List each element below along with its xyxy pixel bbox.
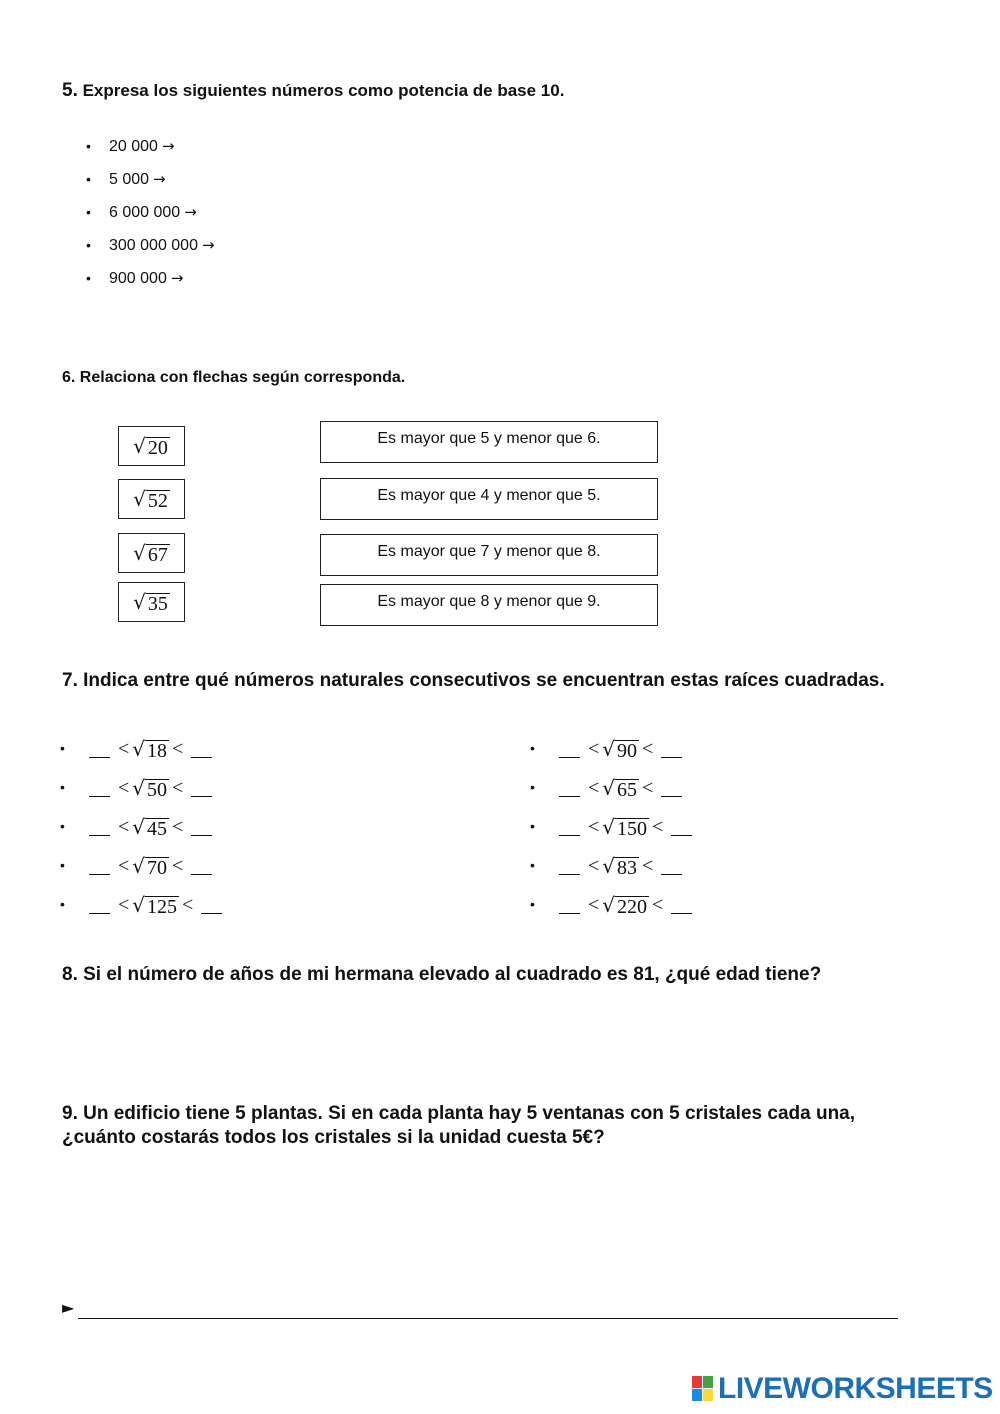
less-than-sign: < [652, 816, 664, 838]
upper-bound-blank[interactable] [671, 894, 692, 914]
lower-bound-blank[interactable] [89, 738, 110, 758]
q7-radical [132, 777, 169, 800]
bullet-icon: • [86, 171, 91, 187]
q7-radical [132, 816, 169, 839]
less-than-sign: < [642, 738, 654, 760]
upper-bound-blank[interactable] [191, 855, 212, 875]
sqrt-icon: √ [133, 540, 146, 565]
q6-description-box[interactable]: Es mayor que 7 y menor que 8. [320, 534, 658, 576]
q5-item-text [109, 167, 166, 192]
q5-title [62, 80, 564, 102]
bullet-icon: • [60, 857, 65, 873]
less-than-sign: < [588, 816, 600, 838]
upper-bound-blank[interactable] [191, 738, 212, 758]
less-than-sign: < [588, 777, 600, 799]
less-than-sign: < [118, 777, 130, 799]
lower-bound-blank[interactable] [559, 894, 580, 914]
upper-bound-blank[interactable] [661, 777, 682, 797]
sqrt-icon: √ [602, 854, 616, 878]
arrow-right-icon: → [184, 203, 197, 221]
arrow-right-icon: → [170, 269, 184, 287]
sqrt-icon: √ [132, 776, 146, 800]
less-than-sign: < [172, 738, 184, 760]
upper-bound-blank[interactable] [671, 816, 692, 836]
q7-radical [132, 738, 169, 761]
lower-bound-blank[interactable] [559, 816, 580, 836]
q7-radicand: 70 [147, 857, 168, 879]
q6-radicand: 20 [147, 436, 168, 459]
q6-radical [133, 591, 170, 614]
q7-radicand: 65 [617, 779, 638, 801]
q9-line-1: 9. Un edificio tiene 5 plantas. Si en cada planta hay 5 ventanas con 5 cristales cada una, [62, 1103, 856, 1124]
lower-bound-blank[interactable] [89, 894, 110, 914]
q6-root-box[interactable] [118, 426, 185, 466]
liveworksheets-mark-icon [692, 1376, 714, 1402]
logo-mark-tile [692, 1376, 702, 1388]
less-than-sign: < [588, 894, 600, 916]
q7-expression [84, 738, 217, 761]
answer-marker-icon: ► [62, 1298, 75, 1317]
logo-mark-tile [692, 1389, 702, 1401]
lower-bound-blank[interactable] [89, 777, 110, 797]
sqrt-icon: √ [602, 737, 616, 761]
sqrt-icon: √ [132, 737, 146, 761]
liveworksheets-logo [692, 1372, 993, 1406]
q7-radical [132, 855, 169, 878]
q7-expression [554, 738, 687, 761]
less-than-sign: < [118, 894, 130, 916]
sqrt-icon: √ [602, 776, 616, 800]
q5-item-text [109, 266, 183, 291]
bullet-icon: • [86, 204, 91, 220]
q7-title: 7. Indica entre qué números naturales consecutivos se encuentran estas raíces cuadradas. [62, 670, 885, 691]
q5-text: Expresa los siguientes números como potencia de base 10. [82, 81, 565, 100]
q7-radicand: 220 [617, 896, 648, 918]
q7-radical [132, 894, 179, 917]
q7-expression [554, 894, 697, 917]
q6-radical [133, 542, 170, 565]
q7-expression [84, 855, 217, 878]
upper-bound-blank[interactable] [201, 894, 222, 914]
q7-expression [554, 816, 697, 839]
sqrt-icon: √ [133, 486, 146, 511]
q7-radical [602, 777, 639, 800]
q7-radicand: 125 [147, 896, 178, 918]
lower-bound-blank[interactable] [559, 855, 580, 875]
less-than-sign: < [118, 738, 130, 760]
q5-item-text [109, 200, 197, 225]
q5-number: 5. [62, 80, 78, 101]
q7-radicand: 50 [147, 779, 168, 801]
bullet-icon: • [530, 896, 535, 912]
q6-description-box[interactable]: Es mayor que 4 y menor que 5. [320, 478, 658, 520]
q7-radical [602, 738, 639, 761]
q7-radicand: 45 [147, 818, 168, 840]
q6-radical [133, 488, 170, 511]
bullet-icon: • [86, 237, 91, 253]
q7-radicand: 90 [617, 740, 638, 762]
sqrt-icon: √ [132, 893, 146, 917]
q7-radical [602, 855, 639, 878]
q5-item-number: 6 000 000 [109, 204, 181, 221]
q7-radicand: 150 [617, 818, 648, 840]
logo-mark-tile [703, 1389, 713, 1401]
bullet-icon: • [60, 740, 65, 756]
bullet-icon: • [530, 818, 535, 834]
arrow-right-icon: → [201, 236, 215, 254]
bullet-icon: • [60, 818, 65, 834]
q9-line-2: ¿cuánto costarás todos los cristales si la unidad cuesta 5€? [62, 1127, 605, 1148]
q6-radicand: 67 [147, 543, 168, 566]
sqrt-icon: √ [602, 815, 616, 839]
sqrt-icon: √ [133, 433, 146, 458]
logo-text: LIVEWORKSHEETS [718, 1372, 993, 1405]
answer-line[interactable] [62, 1298, 902, 1320]
bullet-icon: • [86, 270, 91, 286]
arrow-right-icon: → [161, 137, 175, 155]
q7-expression [84, 816, 217, 839]
less-than-sign: < [652, 894, 664, 916]
q5-item-number: 20 000 [109, 138, 158, 155]
q5-item-number: 900 000 [109, 270, 167, 287]
lower-bound-blank[interactable] [89, 855, 110, 875]
sqrt-icon: √ [133, 589, 146, 614]
less-than-sign: < [172, 777, 184, 799]
upper-bound-blank[interactable] [661, 855, 682, 875]
q7-expression [84, 777, 217, 800]
bullet-icon: • [530, 779, 535, 795]
bullet-icon: • [60, 779, 65, 795]
q7-radicand: 83 [617, 857, 638, 879]
arrow-right-icon: → [153, 170, 166, 188]
less-than-sign: < [182, 894, 194, 916]
q7-radicand: 18 [147, 740, 168, 762]
bullet-icon: • [86, 138, 91, 154]
q6-radical [133, 435, 170, 458]
q6-description-box[interactable]: Es mayor que 5 y menor que 6. [320, 421, 658, 463]
less-than-sign: < [118, 855, 130, 877]
less-than-sign: < [588, 855, 600, 877]
bullet-icon: • [530, 857, 535, 873]
q6-root-box[interactable] [118, 479, 185, 519]
lower-bound-blank[interactable] [559, 777, 580, 797]
bullet-icon: • [530, 740, 535, 756]
q5-item-number: 300 000 000 [109, 237, 198, 254]
upper-bound-blank[interactable] [191, 777, 212, 797]
answer-underline [78, 1318, 898, 1319]
sqrt-icon: √ [132, 854, 146, 878]
q7-radical [602, 894, 649, 917]
less-than-sign: < [588, 738, 600, 760]
q7-expression [84, 894, 227, 917]
q5-item-text [109, 134, 175, 159]
less-than-sign: < [642, 855, 654, 877]
less-than-sign: < [642, 777, 654, 799]
q7-radical [602, 816, 649, 839]
less-than-sign: < [118, 816, 130, 838]
q8-title: 8. Si el número de años de mi hermana elevado al cuadrado es 81, ¿qué edad tiene? [62, 964, 822, 985]
less-than-sign: < [172, 855, 184, 877]
upper-bound-blank[interactable] [191, 816, 212, 836]
q6-title: 6. Relaciona con flechas según corresponda. [62, 369, 406, 386]
lower-bound-blank[interactable] [559, 738, 580, 758]
q5-item-text [109, 233, 215, 258]
lower-bound-blank[interactable] [89, 816, 110, 836]
q6-description-box[interactable]: Es mayor que 8 y menor que 9. [320, 584, 658, 626]
q5-item-number: 5 000 [109, 171, 150, 188]
logo-mark-tile [703, 1376, 713, 1388]
sqrt-icon: √ [132, 815, 146, 839]
q7-expression [554, 777, 687, 800]
q6-radicand: 52 [147, 489, 168, 512]
upper-bound-blank[interactable] [661, 738, 682, 758]
q7-expression [554, 855, 687, 878]
less-than-sign: < [172, 816, 184, 838]
q6-root-box[interactable] [118, 582, 185, 622]
sqrt-icon: √ [602, 893, 616, 917]
q6-root-box[interactable] [118, 533, 185, 573]
q6-radicand: 35 [147, 592, 168, 615]
bullet-icon: • [60, 896, 65, 912]
